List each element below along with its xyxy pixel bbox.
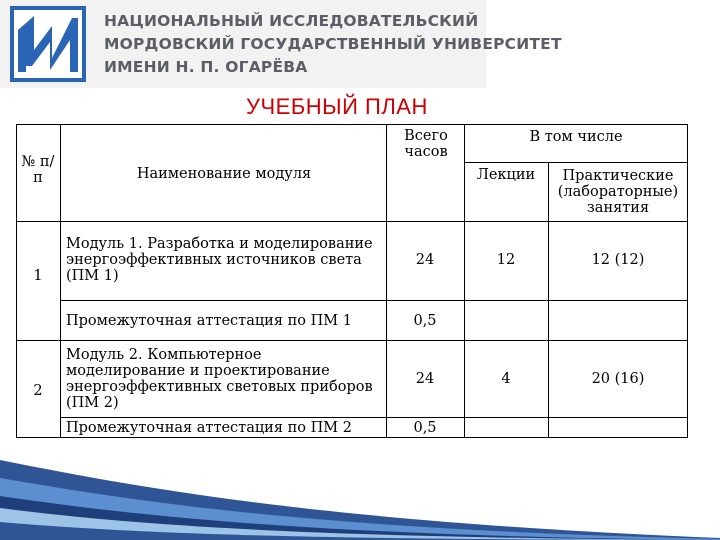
row-number: 1	[33, 268, 43, 284]
header-module-name: Наименование модуля	[136, 166, 312, 182]
table-divider	[16, 221, 688, 222]
attestation-label: Промежуточная аттестация по ПМ 2	[66, 420, 352, 436]
module-name: Модуль 2. Компьютерное моделирование и проектирование энергоэффективных световых приборов (ПМ 2)	[66, 347, 373, 411]
total-hours: 24	[415, 252, 435, 268]
total-hours: 24	[415, 371, 435, 387]
header-number: № п/п	[21, 154, 55, 186]
practical-hours: 12 (12)	[591, 252, 645, 268]
table-border-top	[16, 124, 688, 125]
practical-hours: 20 (16)	[591, 371, 645, 387]
decorative-wave	[0, 438, 720, 540]
university-line-3: ИМЕНИ Н. П. ОГАРЁВА	[104, 58, 308, 76]
module-name: Модуль 1. Разработка и моделирование энергоэффективных источников света (ПМ 1)	[66, 236, 373, 284]
table-divider	[60, 300, 688, 301]
table-divider	[16, 340, 688, 341]
university-line-2: МОРДОВСКИЙ ГОСУДАРСТВЕННЫЙ УНИВЕРСИТЕТ	[104, 35, 562, 53]
page-title: УЧЕБНЫЙ ПЛАН	[246, 94, 428, 119]
university-name	[104, 10, 562, 79]
table-divider	[464, 124, 465, 438]
header-total-hours: Всего часов	[404, 128, 448, 160]
attestation-hours: 0,5	[413, 420, 437, 436]
table-border-right	[687, 124, 688, 438]
curriculum-table	[16, 124, 688, 438]
attestation-hours: 0,5	[413, 313, 437, 329]
table-border-left	[16, 124, 17, 438]
header-practical: Практические (лабораторные) занятия	[557, 168, 679, 216]
table-divider	[386, 124, 387, 438]
row-number: 2	[33, 383, 43, 399]
table-divider	[464, 162, 688, 163]
header-including: В том числе	[529, 129, 623, 145]
table-divider	[60, 124, 61, 438]
header-band	[0, 0, 562, 88]
attestation-label: Промежуточная аттестация по ПМ 1	[66, 313, 352, 329]
university-line-1: НАЦИОНАЛЬНЫЙ ИССЛЕДОВАТЕЛЬСКИЙ	[104, 12, 479, 30]
lectures-hours: 12	[496, 252, 516, 268]
header-lectures: Лекции	[476, 167, 536, 183]
lectures-hours: 4	[501, 371, 511, 387]
university-logo-icon	[10, 6, 86, 82]
table-divider	[60, 417, 688, 418]
